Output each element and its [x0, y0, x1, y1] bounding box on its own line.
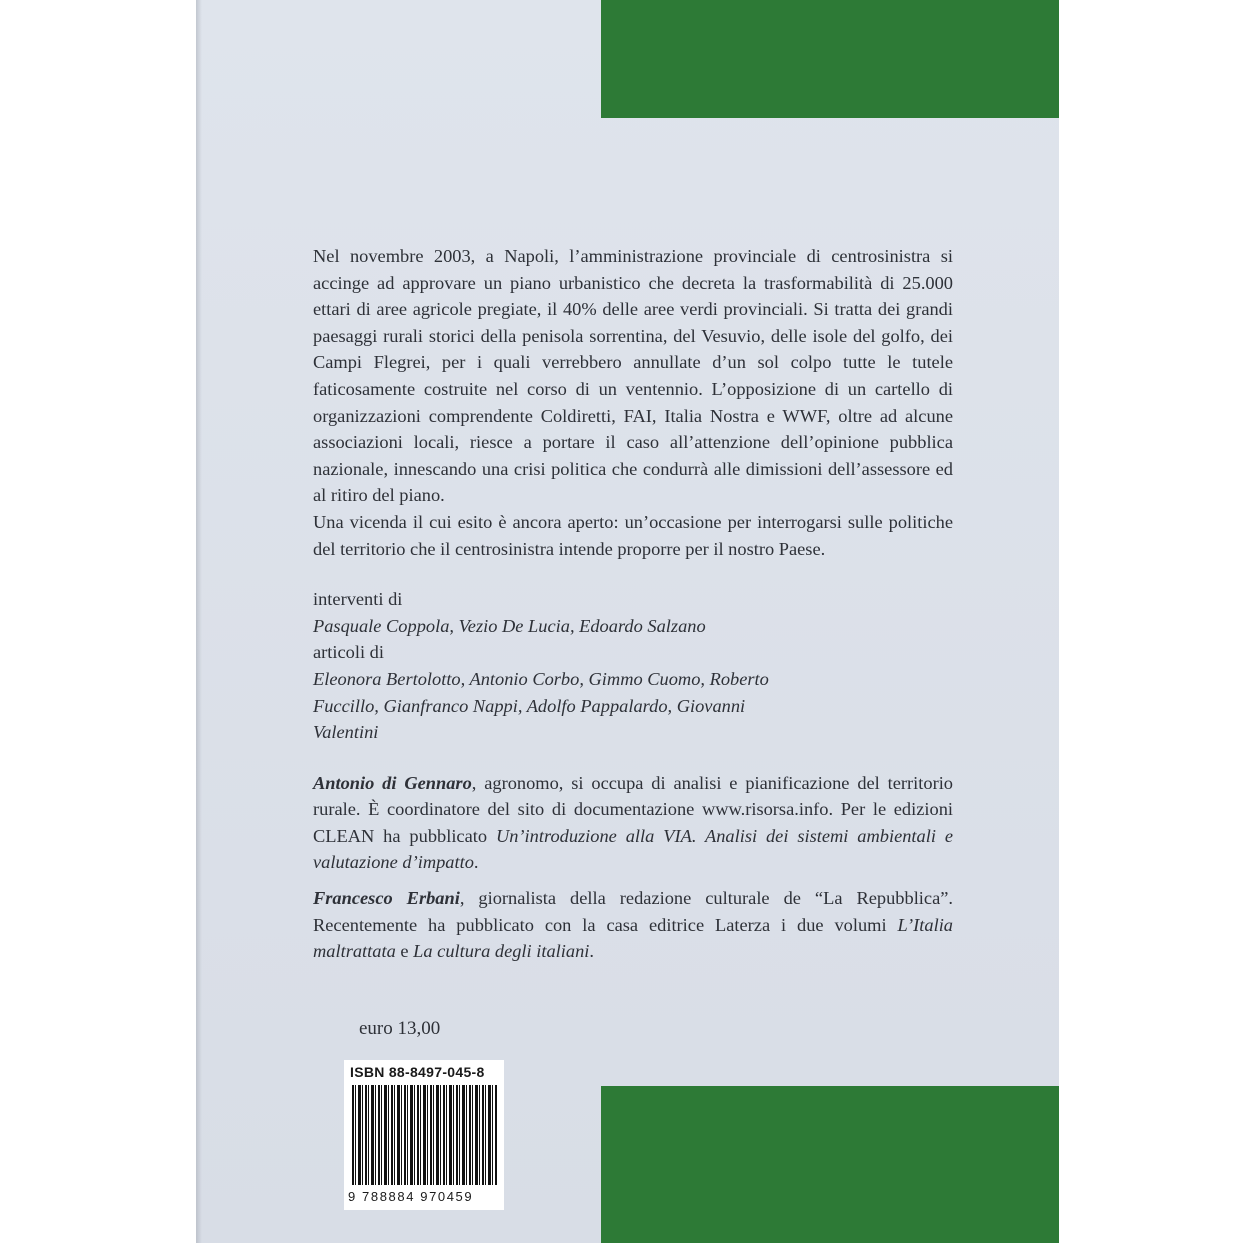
blurb-paragraph-2: Una vicenda il cui esito è ancora aperto: un’occasione per interrogarsi sulle politiche del territorio che il centrosinistra intende proporre per il nostro Paese.	[313, 511, 953, 559]
author-1-text: , agronomo, si occupa di analisi e pianificazione del territorio rurale. È coordinatore del sito di documentazione www.risorsa.info. Per le edizioni CLEAN ha pubblicato	[313, 772, 954, 846]
author-1-name: Antonio di Gennaro	[313, 772, 472, 793]
author-2-book-title-2: La cultura degli italiani	[413, 941, 590, 962]
isbn-label: ISBN 88-8497-045-8	[350, 1064, 485, 1080]
spine-shadow	[196, 0, 202, 1243]
barcode-digits: 9 788884 970459	[348, 1189, 474, 1204]
articoli-names: Eleonora Bertolotto, Antonio Corbo, Gimmo Cuomo, Roberto Fuccillo, Gianfranco Nappi, Adolfo Pappalardo, Giovanni Valentini	[313, 668, 769, 743]
blurb	[313, 243, 953, 562]
price: euro 13,00	[359, 1018, 441, 1039]
barcode	[352, 1085, 498, 1185]
author-2-name: Francesco Erbani	[313, 888, 460, 909]
green-band-bottom	[601, 1086, 1059, 1243]
green-band-top	[601, 0, 1059, 118]
author-2-text: , giornalista della redazione culturale de “La Repubblica”. Recentemente ha pubblicato con la casa editrice Laterza i due volumi	[313, 888, 954, 935]
back-cover	[196, 0, 1059, 1243]
author-2-conj: e	[395, 941, 414, 962]
author-2-book-title-1: L’Italia maltrattata	[313, 914, 953, 962]
author-1-text-end: .	[473, 852, 479, 873]
author-1-book-title: Un’introduzione alla VIA. Analisi dei sistemi ambientali e valutazione d’impatto	[313, 825, 953, 873]
author-2-text-end: .	[589, 941, 594, 962]
bio-author-1	[313, 770, 953, 876]
isbn-barcode-box	[344, 1060, 504, 1210]
bio-author-2	[313, 885, 953, 965]
cover-text	[313, 243, 953, 974]
articoli-label: articoli di	[313, 642, 384, 663]
author-bios	[313, 770, 953, 965]
interventi-label: interventi di	[313, 589, 403, 610]
blurb-paragraph-1: Nel novembre 2003, a Napoli, l’amministrazione provinciale di centrosinistra si accinge ad approvare un piano urbanistico che decreta la trasformabilità di 25.000 ettari di aree agricole pregiate, il 40% delle aree verdi provinciali. Si tratta dei grandi paesaggi rurali storici della penisola sorrentina, del Vesuvio, delle isole del golfo, dei Campi Flegrei, per i quali verrebbero annullate d’un sol colpo tutte le tutele faticosamente costruite nel corso di un ventennio. L’opposizione di un cartello di organizzazioni comprendente Coldiretti, FAI, Italia Nostra e WWF, oltre ad alcune associazioni locali, riesce a portare il caso all’attenzione dell’opinione pubblica nazionale, innescando una crisi politica che condurrà alle dimissioni dell’assessore ed al ritiro del piano.	[313, 246, 953, 506]
interventi-names: Pasquale Coppola, Vezio De Lucia, Edoardo Salzano	[313, 615, 706, 636]
credits	[313, 586, 953, 746]
